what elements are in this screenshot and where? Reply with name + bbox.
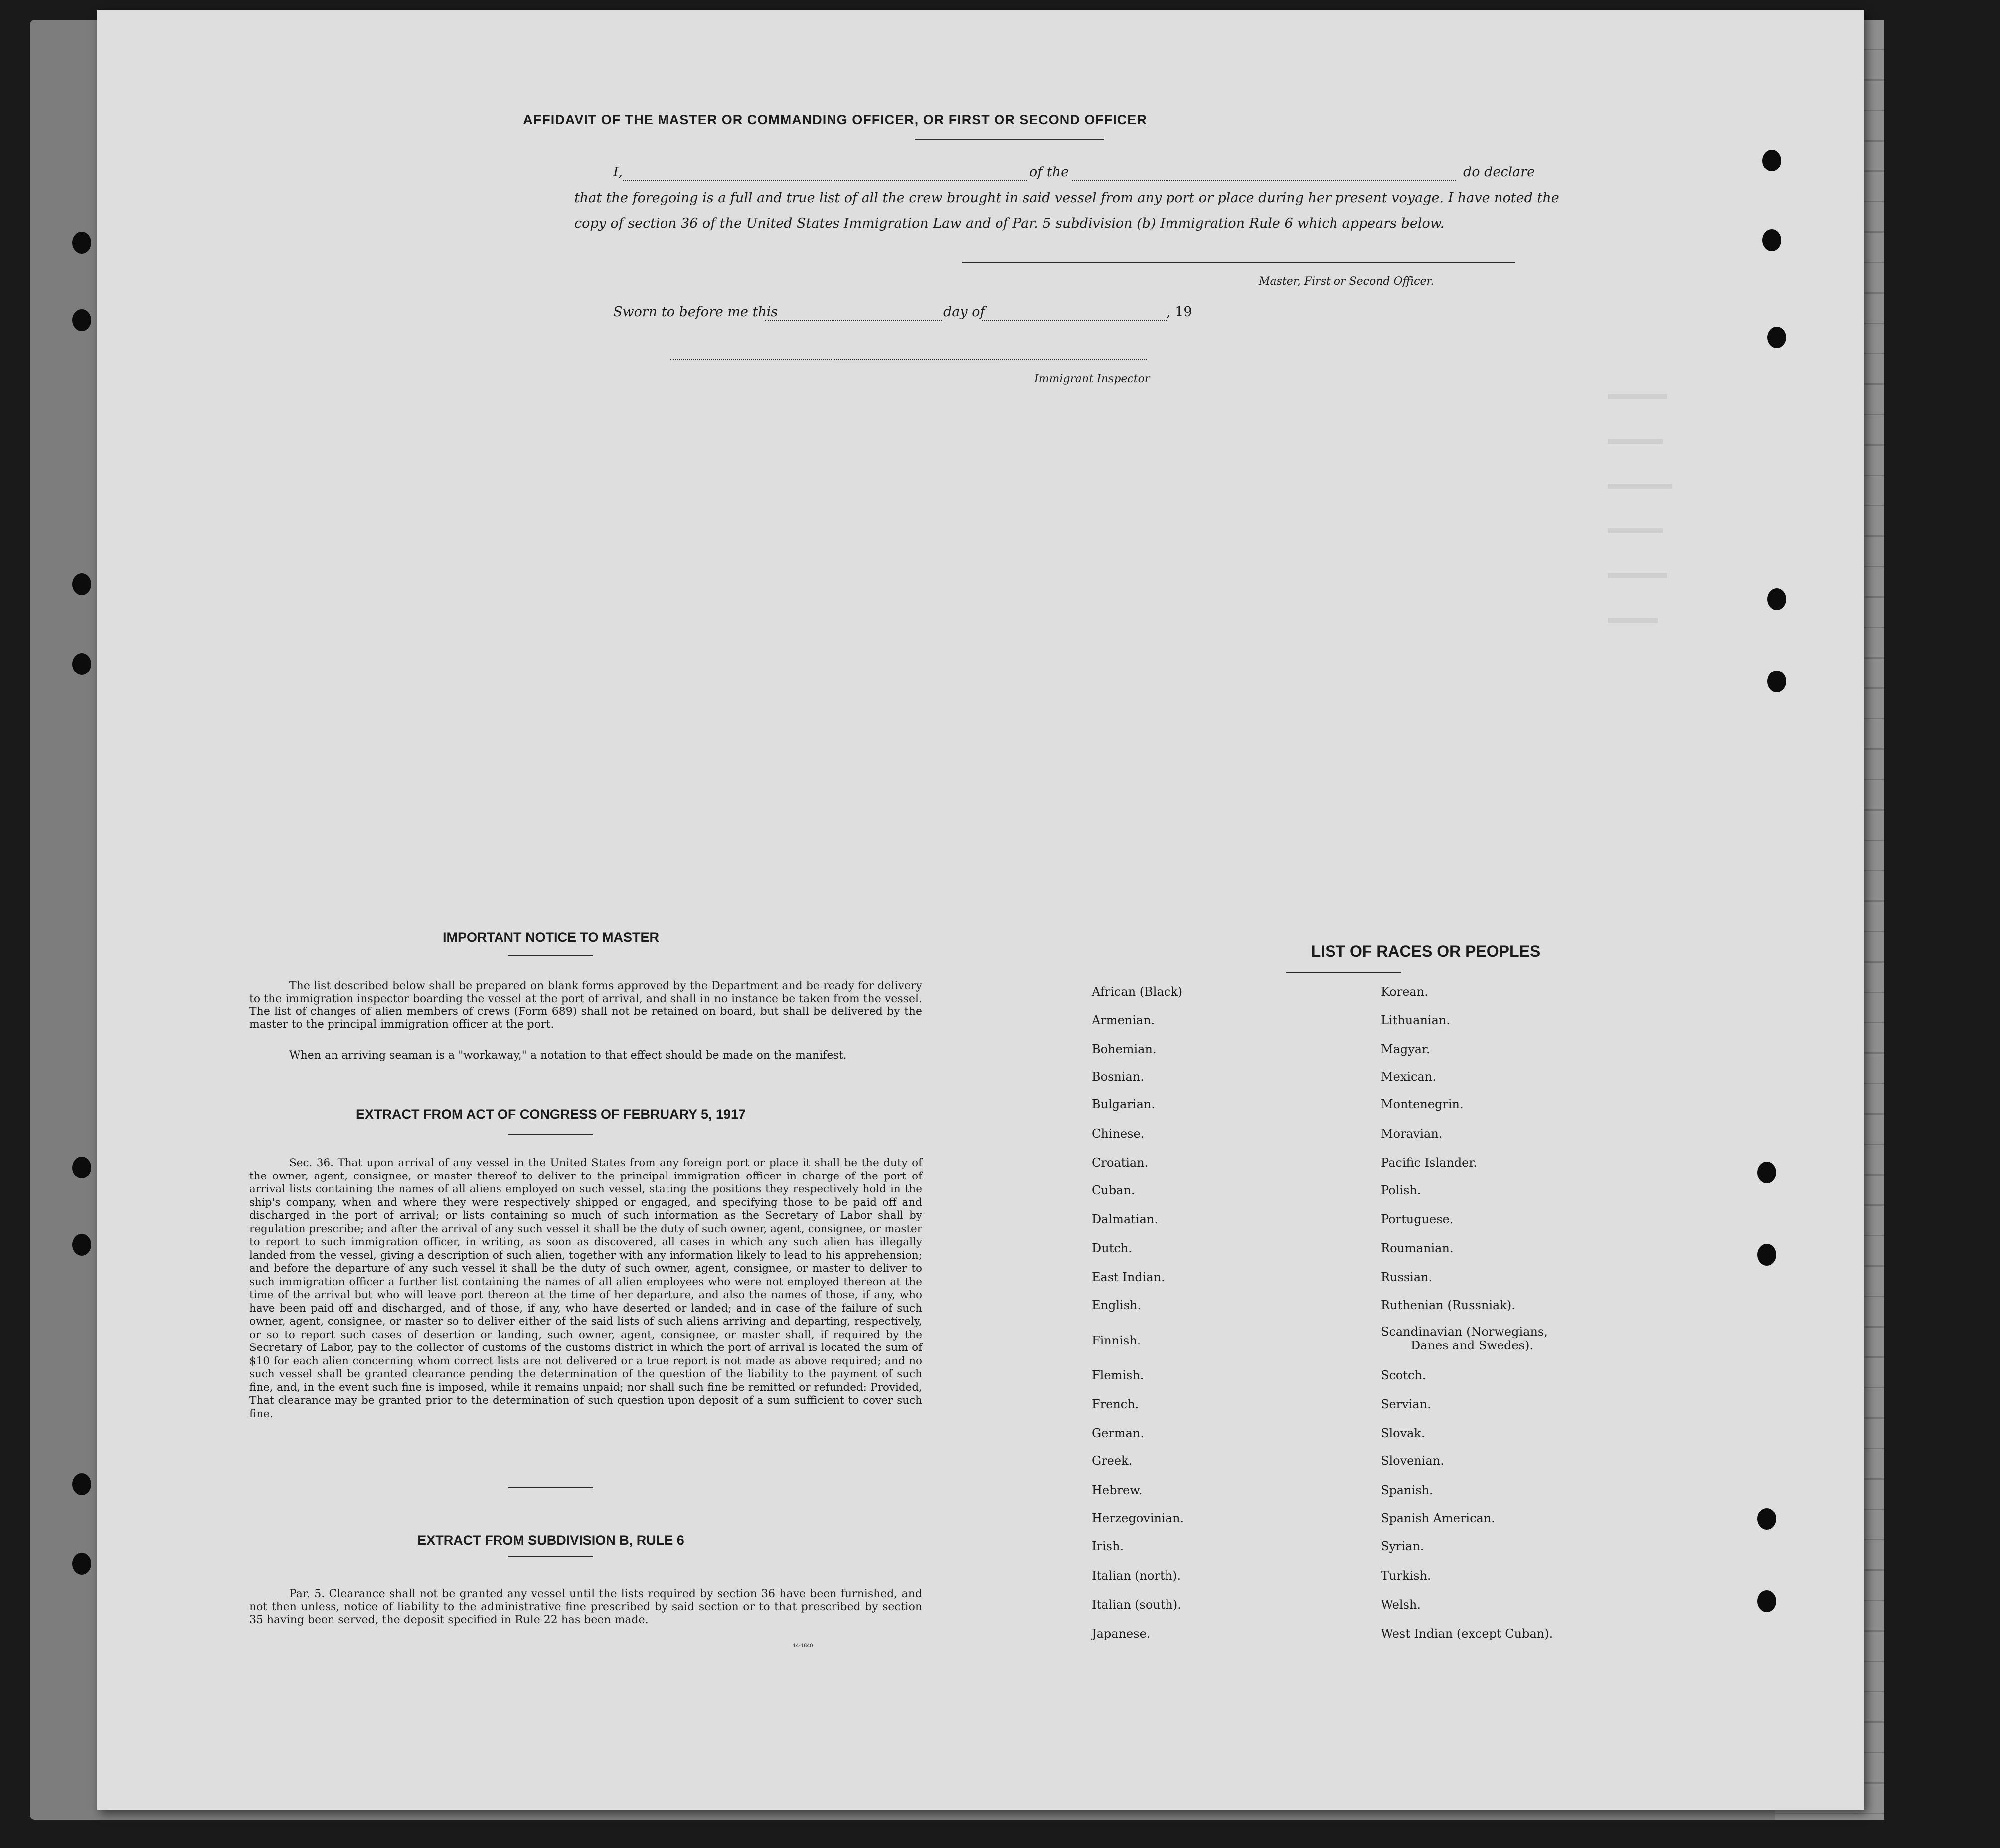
form-number: 14-1840 (793, 1643, 813, 1649)
bleed-through (1608, 394, 1667, 399)
heading-rule (915, 139, 1104, 140)
race-item: Slovak. (1381, 1426, 1425, 1440)
name-blank[interactable] (623, 180, 1027, 181)
vessel-blank[interactable] (1072, 180, 1456, 181)
sworn-day-of: day of (943, 304, 985, 320)
punch-hole (1757, 1244, 1776, 1266)
race-item: Hebrew. (1092, 1483, 1143, 1497)
punch-hole (1757, 1508, 1776, 1530)
race-item: Bosnian. (1092, 1070, 1144, 1084)
race-item: Pacific Islander. (1381, 1156, 1477, 1170)
affidavit-line-1-declare: do declare (1463, 165, 1535, 180)
punch-hole (1757, 1590, 1776, 1612)
sworn-month-blank[interactable] (982, 320, 1167, 321)
race-item: Slovenian. (1381, 1454, 1444, 1468)
race-item: Cuban. (1092, 1183, 1135, 1197)
race-item: Moravian. (1381, 1127, 1443, 1141)
affidavit-line-2: that the foregoing is a full and true list of all the crew brought in said vessel from any port or place during her present voyage. I have noted the (574, 190, 1559, 206)
race-item: Roumanian. (1381, 1241, 1454, 1255)
punch-hole (72, 653, 91, 675)
race-item: Spanish American. (1381, 1512, 1495, 1525)
punch-hole (72, 1553, 91, 1575)
extract-act-heading: EXTRACT FROM ACT OF CONGRESS OF FEBRUARY 5, 1917 (355, 1107, 746, 1122)
bleed-through (1608, 573, 1667, 578)
punch-hole (1762, 229, 1781, 251)
signature-label: Master, First or Second Officer. (1259, 275, 1434, 288)
race-item: French. (1092, 1397, 1139, 1411)
punch-hole (1767, 671, 1786, 692)
race-item: German. (1092, 1426, 1144, 1440)
inspector-label: Immigrant Inspector (1034, 373, 1150, 385)
race-item: Finnish. (1092, 1334, 1141, 1347)
race-item: Greek. (1092, 1454, 1133, 1468)
punch-hole (1767, 588, 1786, 610)
race-item: Chinese. (1092, 1127, 1145, 1141)
punch-hole (72, 1473, 91, 1495)
race-item: Portuguese. (1381, 1212, 1454, 1226)
race-item: West Indian (except Cuban). (1381, 1627, 1553, 1641)
races-heading: LIST OF RACES OR PEOPLES (1311, 942, 1541, 960)
inspector-signature-line[interactable] (670, 359, 1147, 360)
race-item: Bohemian. (1092, 1042, 1157, 1056)
race-item: Bulgarian. (1092, 1097, 1155, 1111)
race-item: Scandinavian (Norwegians, (1381, 1325, 1548, 1339)
punch-hole (72, 1157, 91, 1178)
extract-rule-heading: EXTRACT FROM SUBDIVISION B, RULE 6 (417, 1533, 684, 1548)
race-item: Welsh. (1381, 1598, 1421, 1612)
race-item: Herzegovinian. (1092, 1512, 1184, 1525)
race-item: Flemish. (1092, 1368, 1144, 1382)
sworn-year: , 19 (1167, 304, 1192, 320)
race-item: Croatian. (1092, 1156, 1149, 1170)
heading-rule (508, 955, 593, 956)
race-item: Russian. (1381, 1270, 1433, 1284)
affidavit-line-3: copy of section 36 of the United States Immigration Law and of Par. 5 subdivision (b) Immigration Rule 6 which appears below. (574, 216, 1445, 231)
race-item: Spanish. (1381, 1483, 1433, 1497)
race-item: Armenian. (1092, 1013, 1155, 1027)
punch-hole (72, 1234, 91, 1256)
signature-line[interactable] (962, 262, 1515, 263)
document-page (97, 10, 1864, 1810)
punch-hole (72, 573, 91, 595)
race-item: Scotch. (1381, 1368, 1426, 1382)
heading-rule (508, 1487, 593, 1488)
notice-paragraph: When an arriving seaman is a "workaway," a notation to that effect should be made on the manifest. (289, 1049, 847, 1062)
extract-act-text: Sec. 36. That upon arrival of any vessel in the United States from any foreign port or place it shall be the duty of the owner, agent, consignee, or master thereof to deliver to the principal immigration officer in charge of the port of arrival lists containing the names of all aliens employed on such vessel, stating the positions they respectively hold in the ship's company, when and where they were respectively shipped or engaged, and specifying those to be paid off and discharged in the port of arrival; or lists containing so much of such information as the Secretary of Labor shall by regulation prescribe; and after the arrival of any such vessel it shall be the duty of such owner, agent, consignee, or master to report to such immigration officer, in writing, as soon as discovered, all cases in which any such alien has illegally landed from the vessel, giving a description of such alien, together with any information likely to lead to his apprehension; and before the departure of any such vessel it shall be the duty of such owner, agent, consignee, or master to deliver to such immigration officer a further list containing the names of all alien employees who were not employed thereon at the time of the arrival but who will leave port thereon at the time of her departure, and also the names of those, if any, who have been paid off and discharged, and of those, if any, who have deserted or landed; and in case of the failure of such owner, agent, consignee, or master so to deliver either of the said lists of such aliens arriving and departing, respectively, or so to report such cases of desertion or landing, such owner, agent, consignee, or master shall, if required by the Secretary of Labor, pay to the collector of customs of the customs district in which the port of arrival is located the sum of $10 for each alien concerning whom correct lists are not delivered or a true report is not made as above required; and no such vessel shall be granted clearance pending the determination of the question of the liability to the payment of such fine, and, in the event such fine is imposed, while it remains unpaid; nor shall such fine be remitted or refunded: Provided, That clearance may be granted prior to the determination of such question upon deposit of a sum sufficient to cover such fine. (249, 1157, 922, 1420)
race-item: Mexican. (1381, 1070, 1436, 1084)
race-item: Korean. (1381, 985, 1428, 999)
punch-hole (1757, 1162, 1776, 1183)
race-item: Montenegrin. (1381, 1097, 1464, 1111)
heading-rule (508, 1556, 593, 1557)
race-item: Servian. (1381, 1397, 1431, 1411)
affidavit-line-1-of-the: of the (1029, 165, 1069, 180)
race-item: Magyar. (1381, 1042, 1430, 1056)
heading-rule (1286, 972, 1401, 973)
race-item: Dutch. (1092, 1241, 1132, 1255)
bleed-through (1608, 618, 1658, 623)
punch-hole (1767, 327, 1786, 348)
race-item: Japanese. (1092, 1627, 1151, 1641)
race-item: Italian (south). (1092, 1598, 1181, 1612)
race-item: African (Black) (1092, 985, 1183, 999)
race-item: English. (1092, 1298, 1142, 1312)
race-item: Ruthenian (Russniak). (1381, 1298, 1515, 1312)
bleed-through (1608, 484, 1672, 489)
race-item: Lithuanian. (1381, 1013, 1451, 1027)
race-item-continuation: Danes and Swedes). (1411, 1339, 1533, 1352)
heading-rule (508, 1134, 593, 1135)
bleed-through (1608, 439, 1663, 444)
race-item: Syrian. (1381, 1539, 1424, 1553)
affidavit-heading: AFFIDAVIT OF THE MASTER OR COMMANDING OFFICER, OR FIRST OR SECOND OFFICER (523, 112, 1147, 127)
extract-rule-text: Par. 5. Clearance shall not be granted any vessel until the lists required by section 36 have been furnished, and not then unless, notice of liability to the administrative fine prescribed by said section or to that prescribed by section 35 having been served, the deposit specified in Rule 22 has been made. (249, 1588, 922, 1626)
notice-heading: IMPORTANT NOTICE TO MASTER (443, 930, 659, 945)
race-item: Italian (north). (1092, 1569, 1181, 1583)
punch-hole (1762, 150, 1781, 171)
race-item: Polish. (1381, 1183, 1421, 1197)
punch-hole (72, 232, 91, 254)
punch-hole (72, 309, 91, 331)
race-item: Dalmatian. (1092, 1212, 1159, 1226)
race-item: East Indian. (1092, 1270, 1165, 1284)
race-item: Turkish. (1381, 1569, 1431, 1583)
sworn-start: Sworn to before me this (613, 304, 778, 320)
bleed-through (1608, 528, 1663, 533)
sworn-day-blank[interactable] (765, 320, 942, 321)
race-item: Irish. (1092, 1539, 1124, 1553)
affidavit-line-1-i: I, (613, 165, 623, 180)
notice-paragraph: The list described below shall be prepared on blank forms approved by the Department and be ready for delivery to the immigration inspector boarding the vessel at the port of arrival, and shall in no instance be taken from the vessel. The list of changes of alien members of crews (Form 689) shall not be retained on board, but shall be delivered by the master to the principal immigration officer at the port. (249, 980, 922, 1031)
